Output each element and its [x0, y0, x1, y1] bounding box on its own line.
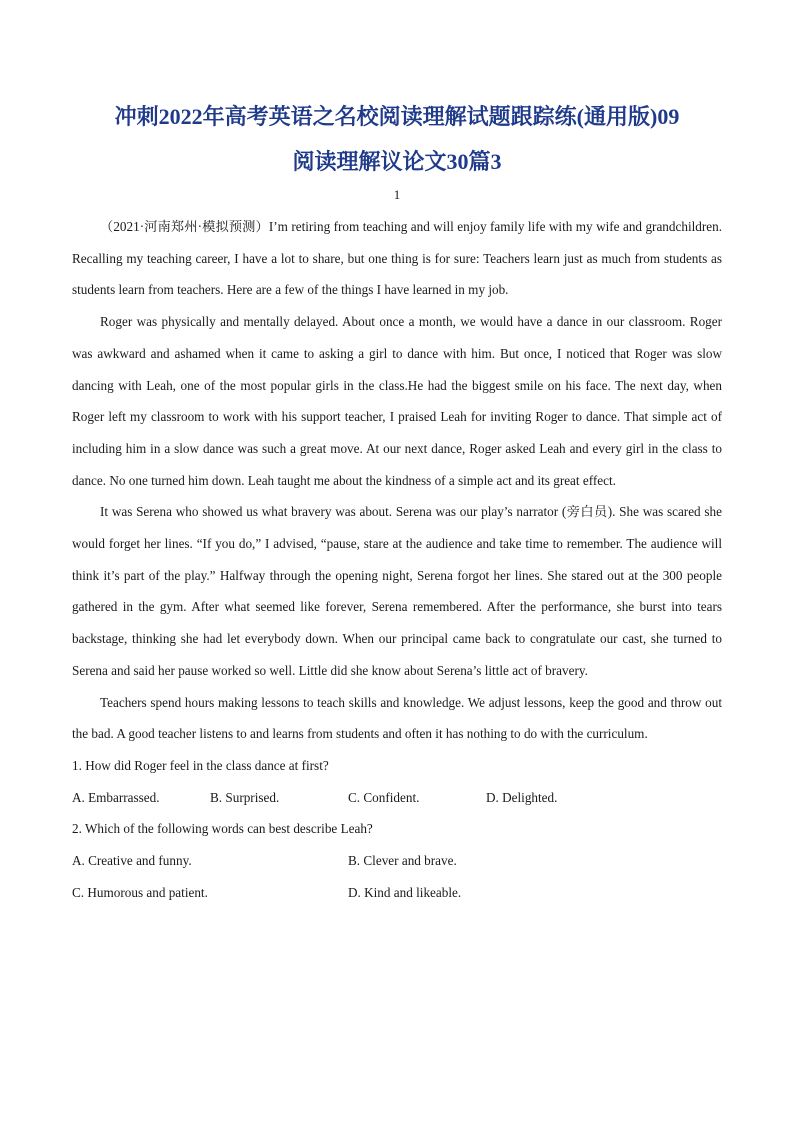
- document-title-line-2: 阅读理解议论文30篇3: [292, 149, 502, 174]
- question-2-options-row-1: [72, 845, 722, 877]
- question-2-option-c: C. Humorous and patient.: [72, 884, 208, 900]
- paragraph-roger: Roger was physically and mentally delayed. About once a month, we would have a dance in our classroom. Roger was awkward and ashamed when it came to asking a girl to dance with him. But once, I noticed that Roger was slow dancing with Leah, one of the most popular girls in the class.He had the biggest smile on his face. The next day, when Roger left my classroom to work with his support teacher, I praised Leah for inviting Roger to dance. That simple act of including him in a slow dance was such a great move. At our next dance, Roger asked Leah and every girl in the class to dance. No one turned him down. Leah taught me about the kindness of a simple act and its great effect.: [72, 314, 722, 488]
- question-2-option-a: A. Creative and funny.: [72, 853, 192, 869]
- question-2-options-row-2: [72, 877, 722, 909]
- question-2-option-d: D. Kind and likeable.: [348, 884, 462, 900]
- question-1-options: [72, 782, 722, 814]
- passage-body: [72, 211, 722, 908]
- question-2-stem: 2. Which of the following words can best describe Leah?: [72, 821, 373, 837]
- question-1-option-d: D. Delighted.: [486, 789, 558, 805]
- paragraph-serena: It was Serena who showed us what bravery was about. Serena was our play’s narrator (旁白员). She was scared she would forget her lines. “If you do,” I advised, “pause, stare at the audience and take time to remember. The audience will think it’s part of the play.” Halfway through the opening night, Serena forgot her lines. She stared out at the 300 people gathered in the gym. After what seemed like forever, Serena remembered. After the performance, she burst into tears backstage, thinking she had let everybody down. When our principal came back to congratulate our cast, she turned to Serena and said her pause worked so well. Little did she know about Serena’s little act of bravery.: [72, 504, 722, 678]
- question-1-option-c: C. Confident.: [348, 789, 420, 805]
- question-1-stem: 1. How did Roger feel in the class dance at first?: [72, 757, 329, 773]
- paragraph-conclusion: Teachers spend hours making lessons to teach skills and knowledge. We adjust lessons, keep the good and throw out the bad. A good teacher listens to and learns from students and often it has nothing to do with the curriculum.: [72, 694, 722, 742]
- paragraph-intro: （2021·河南郑州·模拟预测）I’m retiring from teaching and will enjoy family life with my wife and grandchildren. Recalling my teaching career, I have a lot to share, but one thing is for sure: Teachers learn just as much from students as students learn from teachers. Here are a few of the things I have learned in my job.: [72, 219, 722, 298]
- question-2-option-b: B. Clever and brave.: [348, 853, 457, 869]
- question-1-option-b: B. Surprised.: [210, 789, 280, 805]
- page-number: 1: [393, 187, 401, 202]
- question-1-option-a: A. Embarrassed.: [72, 789, 160, 805]
- document-title-line-1: 冲刺2022年高考英语之名校阅读理解试题跟踪练(通用版)09: [114, 104, 680, 129]
